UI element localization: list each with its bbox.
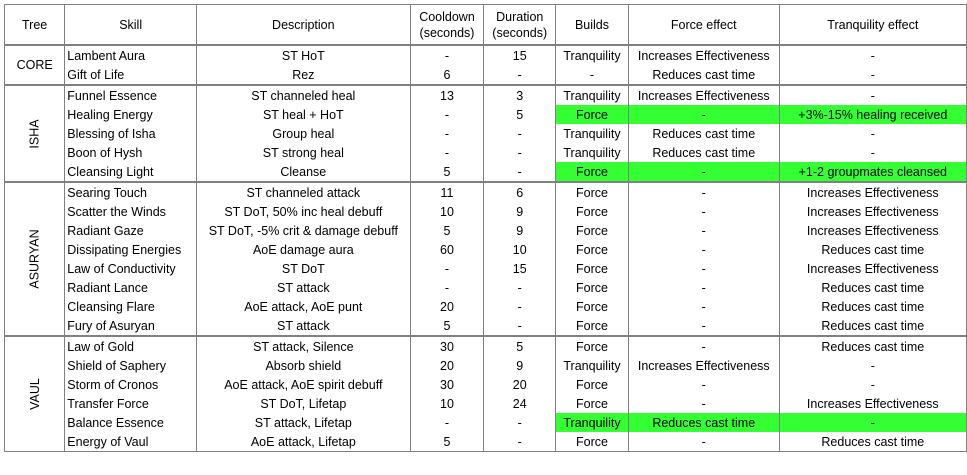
builds-cell: Force bbox=[556, 202, 629, 221]
force-cell: Increases Effectiveness bbox=[628, 45, 779, 65]
tranquility-cell: Increases Effectiveness bbox=[779, 182, 966, 202]
skills-table-container bbox=[4, 4, 967, 452]
duration-cell: 24 bbox=[484, 394, 556, 413]
tranquility-cell: - bbox=[779, 65, 966, 85]
cooldown-cell: 13 bbox=[410, 85, 484, 105]
skill-cell: Storm of Cronos bbox=[65, 375, 197, 394]
header-tranquility-effect: Tranquility effect bbox=[779, 5, 966, 46]
tree-group-isha bbox=[5, 85, 967, 182]
cooldown-cell: - bbox=[410, 143, 484, 162]
skill-cell: Cleansing Light bbox=[65, 162, 197, 182]
table-row bbox=[5, 85, 967, 105]
skill-cell: Balance Essence bbox=[65, 413, 197, 432]
builds-cell: Force bbox=[556, 221, 629, 240]
force-cell: - bbox=[628, 240, 779, 259]
description-cell: ST DoT, 50% inc heal debuff bbox=[197, 202, 411, 221]
force-cell: - bbox=[628, 394, 779, 413]
table-row bbox=[5, 105, 967, 124]
skill-cell: Funnel Essence bbox=[65, 85, 197, 105]
cooldown-cell: - bbox=[410, 105, 484, 124]
description-cell: Group heal bbox=[197, 124, 411, 143]
duration-cell: 9 bbox=[484, 221, 556, 240]
tranquility-cell: Reduces cast time bbox=[779, 278, 966, 297]
skill-cell: Radiant Gaze bbox=[65, 221, 197, 240]
table-row bbox=[5, 278, 967, 297]
skill-cell: Fury of Asuryan bbox=[65, 316, 197, 336]
skill-cell: Energy of Vaul bbox=[65, 432, 197, 452]
table-row bbox=[5, 413, 967, 432]
skill-cell: Radiant Lance bbox=[65, 278, 197, 297]
cooldown-cell: 11 bbox=[410, 182, 484, 202]
table-row bbox=[5, 316, 967, 336]
cooldown-cell: - bbox=[410, 259, 484, 278]
description-cell: ST attack bbox=[197, 278, 411, 297]
cooldown-cell: 5 bbox=[410, 162, 484, 182]
force-cell: - bbox=[628, 182, 779, 202]
tranquility-cell: Increases Effectiveness bbox=[779, 202, 966, 221]
tree-label: ISHA bbox=[27, 118, 42, 149]
skill-cell: Shield of Saphery bbox=[65, 356, 197, 375]
duration-cell: 5 bbox=[484, 105, 556, 124]
description-cell: ST DoT bbox=[197, 259, 411, 278]
header-duration: Duration (seconds) bbox=[484, 5, 556, 46]
tranquility-cell: Reduces cast time bbox=[779, 240, 966, 259]
cooldown-cell: 5 bbox=[410, 316, 484, 336]
tree-label: CORE bbox=[16, 58, 53, 72]
cooldown-cell: 5 bbox=[410, 432, 484, 452]
force-cell: - bbox=[628, 432, 779, 452]
cooldown-cell: - bbox=[410, 124, 484, 143]
tranquility-cell: Increases Effectiveness bbox=[779, 221, 966, 240]
description-cell: ST strong heal bbox=[197, 143, 411, 162]
skills-table bbox=[4, 4, 967, 452]
skill-cell: Healing Energy bbox=[65, 105, 197, 124]
force-cell: - bbox=[628, 202, 779, 221]
duration-cell: 9 bbox=[484, 202, 556, 221]
description-cell: ST DoT, -5% crit & damage debuff bbox=[197, 221, 411, 240]
tranquility-cell: - bbox=[779, 143, 966, 162]
table-row bbox=[5, 45, 967, 65]
cooldown-cell: 10 bbox=[410, 202, 484, 221]
tranquility-cell: Increases Effectiveness bbox=[779, 394, 966, 413]
description-cell: AoE attack, AoE punt bbox=[197, 297, 411, 316]
builds-cell: - bbox=[556, 65, 629, 85]
description-cell: ST attack, Silence bbox=[197, 336, 411, 356]
table-row bbox=[5, 336, 967, 356]
cooldown-cell: 10 bbox=[410, 394, 484, 413]
tree-label: ASURYAN bbox=[27, 229, 42, 289]
duration-cell: - bbox=[484, 316, 556, 336]
duration-cell: - bbox=[484, 413, 556, 432]
force-cell: Reduces cast time bbox=[628, 65, 779, 85]
tree-group-asuryan bbox=[5, 182, 967, 336]
table-row bbox=[5, 202, 967, 221]
table-header bbox=[5, 5, 967, 46]
builds-cell: Tranquility bbox=[556, 143, 629, 162]
header-description: Description bbox=[197, 5, 411, 46]
tree-group-vaul bbox=[5, 336, 967, 452]
header-builds: Builds bbox=[556, 5, 629, 46]
description-cell: ST attack bbox=[197, 316, 411, 336]
table-row bbox=[5, 124, 967, 143]
builds-cell: Force bbox=[556, 297, 629, 316]
force-cell: Reduces cast time bbox=[628, 413, 779, 432]
tranquility-cell: - bbox=[779, 85, 966, 105]
builds-cell: Tranquility bbox=[556, 413, 629, 432]
tranquility-cell: - bbox=[779, 413, 966, 432]
skill-cell: Law of Gold bbox=[65, 336, 197, 356]
builds-cell: Force bbox=[556, 259, 629, 278]
builds-cell: Force bbox=[556, 182, 629, 202]
duration-cell: 9 bbox=[484, 356, 556, 375]
builds-cell: Force bbox=[556, 432, 629, 452]
force-cell: - bbox=[628, 278, 779, 297]
tree-cell bbox=[5, 182, 65, 336]
description-cell: ST heal + HoT bbox=[197, 105, 411, 124]
table-row bbox=[5, 221, 967, 240]
tranquility-cell: - bbox=[779, 375, 966, 394]
force-cell: - bbox=[628, 316, 779, 336]
force-cell: Reduces cast time bbox=[628, 124, 779, 143]
header-cooldown: Cooldown (seconds) bbox=[410, 5, 484, 46]
tranquility-cell: Reduces cast time bbox=[779, 316, 966, 336]
builds-cell: Tranquility bbox=[556, 45, 629, 65]
tranquility-cell: Reduces cast time bbox=[779, 336, 966, 356]
table-row bbox=[5, 297, 967, 316]
builds-cell: Tranquility bbox=[556, 124, 629, 143]
builds-cell: Force bbox=[556, 375, 629, 394]
description-cell: ST channeled attack bbox=[197, 182, 411, 202]
cooldown-cell: 5 bbox=[410, 221, 484, 240]
tree-label: VAUL bbox=[27, 378, 42, 410]
cooldown-cell: - bbox=[410, 45, 484, 65]
skill-cell: Scatter the Winds bbox=[65, 202, 197, 221]
builds-cell: Force bbox=[556, 240, 629, 259]
header-tree: Tree bbox=[5, 5, 65, 46]
duration-cell: - bbox=[484, 143, 556, 162]
skill-cell: Searing Touch bbox=[65, 182, 197, 202]
duration-cell: 10 bbox=[484, 240, 556, 259]
cooldown-cell: 6 bbox=[410, 65, 484, 85]
table-row bbox=[5, 432, 967, 452]
tranquility-cell: - bbox=[779, 124, 966, 143]
table-row bbox=[5, 375, 967, 394]
builds-cell: Force bbox=[556, 162, 629, 182]
skill-cell: Cleansing Flare bbox=[65, 297, 197, 316]
tranquility-cell: - bbox=[779, 45, 966, 65]
force-cell: - bbox=[628, 297, 779, 316]
cooldown-cell: 60 bbox=[410, 240, 484, 259]
cooldown-cell: - bbox=[410, 278, 484, 297]
tranquility-cell: +1-2 groupmates cleansed bbox=[779, 162, 966, 182]
builds-cell: Tranquility bbox=[556, 356, 629, 375]
description-cell: Absorb shield bbox=[197, 356, 411, 375]
builds-cell: Force bbox=[556, 278, 629, 297]
builds-cell: Force bbox=[556, 394, 629, 413]
skill-cell: Blessing of Isha bbox=[65, 124, 197, 143]
description-cell: ST DoT, Lifetap bbox=[197, 394, 411, 413]
force-cell: - bbox=[628, 375, 779, 394]
duration-cell: - bbox=[484, 297, 556, 316]
description-cell: AoE attack, AoE spirit debuff bbox=[197, 375, 411, 394]
duration-cell: 3 bbox=[484, 85, 556, 105]
duration-cell: 6 bbox=[484, 182, 556, 202]
skill-cell: Law of Conductivity bbox=[65, 259, 197, 278]
table-row bbox=[5, 143, 967, 162]
duration-cell: - bbox=[484, 65, 556, 85]
table-row bbox=[5, 394, 967, 413]
tree-cell bbox=[5, 45, 65, 85]
table-row bbox=[5, 182, 967, 202]
tree-group-core bbox=[5, 45, 967, 85]
description-cell: ST channeled heal bbox=[197, 85, 411, 105]
skill-cell: Transfer Force bbox=[65, 394, 197, 413]
cooldown-cell: 30 bbox=[410, 336, 484, 356]
table-row bbox=[5, 162, 967, 182]
table-row bbox=[5, 356, 967, 375]
tranquility-cell: Reduces cast time bbox=[779, 432, 966, 452]
description-cell: AoE attack, Lifetap bbox=[197, 432, 411, 452]
skill-cell: Gift of Life bbox=[65, 65, 197, 85]
skill-cell: Lambent Aura bbox=[65, 45, 197, 65]
description-cell: ST HoT bbox=[197, 45, 411, 65]
cooldown-cell: 20 bbox=[410, 356, 484, 375]
table-row bbox=[5, 240, 967, 259]
duration-cell: 15 bbox=[484, 45, 556, 65]
duration-cell: 15 bbox=[484, 259, 556, 278]
duration-cell: - bbox=[484, 432, 556, 452]
description-cell: Cleanse bbox=[197, 162, 411, 182]
builds-cell: Force bbox=[556, 316, 629, 336]
skill-cell: Boon of Hysh bbox=[65, 143, 197, 162]
force-cell: Increases Effectiveness bbox=[628, 356, 779, 375]
cooldown-cell: - bbox=[410, 413, 484, 432]
header-force-effect: Force effect bbox=[628, 5, 779, 46]
builds-cell: Force bbox=[556, 336, 629, 356]
tranquility-cell: Reduces cast time bbox=[779, 297, 966, 316]
builds-cell: Tranquility bbox=[556, 85, 629, 105]
description-cell: ST attack, Lifetap bbox=[197, 413, 411, 432]
header-skill: Skill bbox=[65, 5, 197, 46]
description-cell: Rez bbox=[197, 65, 411, 85]
force-cell: - bbox=[628, 259, 779, 278]
builds-cell: Force bbox=[556, 105, 629, 124]
tranquility-cell: - bbox=[779, 356, 966, 375]
duration-cell: - bbox=[484, 278, 556, 297]
tranquility-cell: Increases Effectiveness bbox=[779, 259, 966, 278]
force-cell: - bbox=[628, 162, 779, 182]
cooldown-cell: 20 bbox=[410, 297, 484, 316]
skill-cell: Dissipating Energies bbox=[65, 240, 197, 259]
description-cell: AoE damage aura bbox=[197, 240, 411, 259]
force-cell: - bbox=[628, 221, 779, 240]
tree-cell bbox=[5, 85, 65, 182]
table-row bbox=[5, 65, 967, 85]
force-cell: - bbox=[628, 105, 779, 124]
duration-cell: 5 bbox=[484, 336, 556, 356]
force-cell: Increases Effectiveness bbox=[628, 85, 779, 105]
force-cell: - bbox=[628, 336, 779, 356]
table-row bbox=[5, 259, 967, 278]
tree-cell bbox=[5, 336, 65, 452]
cooldown-cell: 30 bbox=[410, 375, 484, 394]
tranquility-cell: +3%-15% healing received bbox=[779, 105, 966, 124]
force-cell: Reduces cast time bbox=[628, 143, 779, 162]
duration-cell: 20 bbox=[484, 375, 556, 394]
duration-cell: - bbox=[484, 162, 556, 182]
duration-cell: - bbox=[484, 124, 556, 143]
